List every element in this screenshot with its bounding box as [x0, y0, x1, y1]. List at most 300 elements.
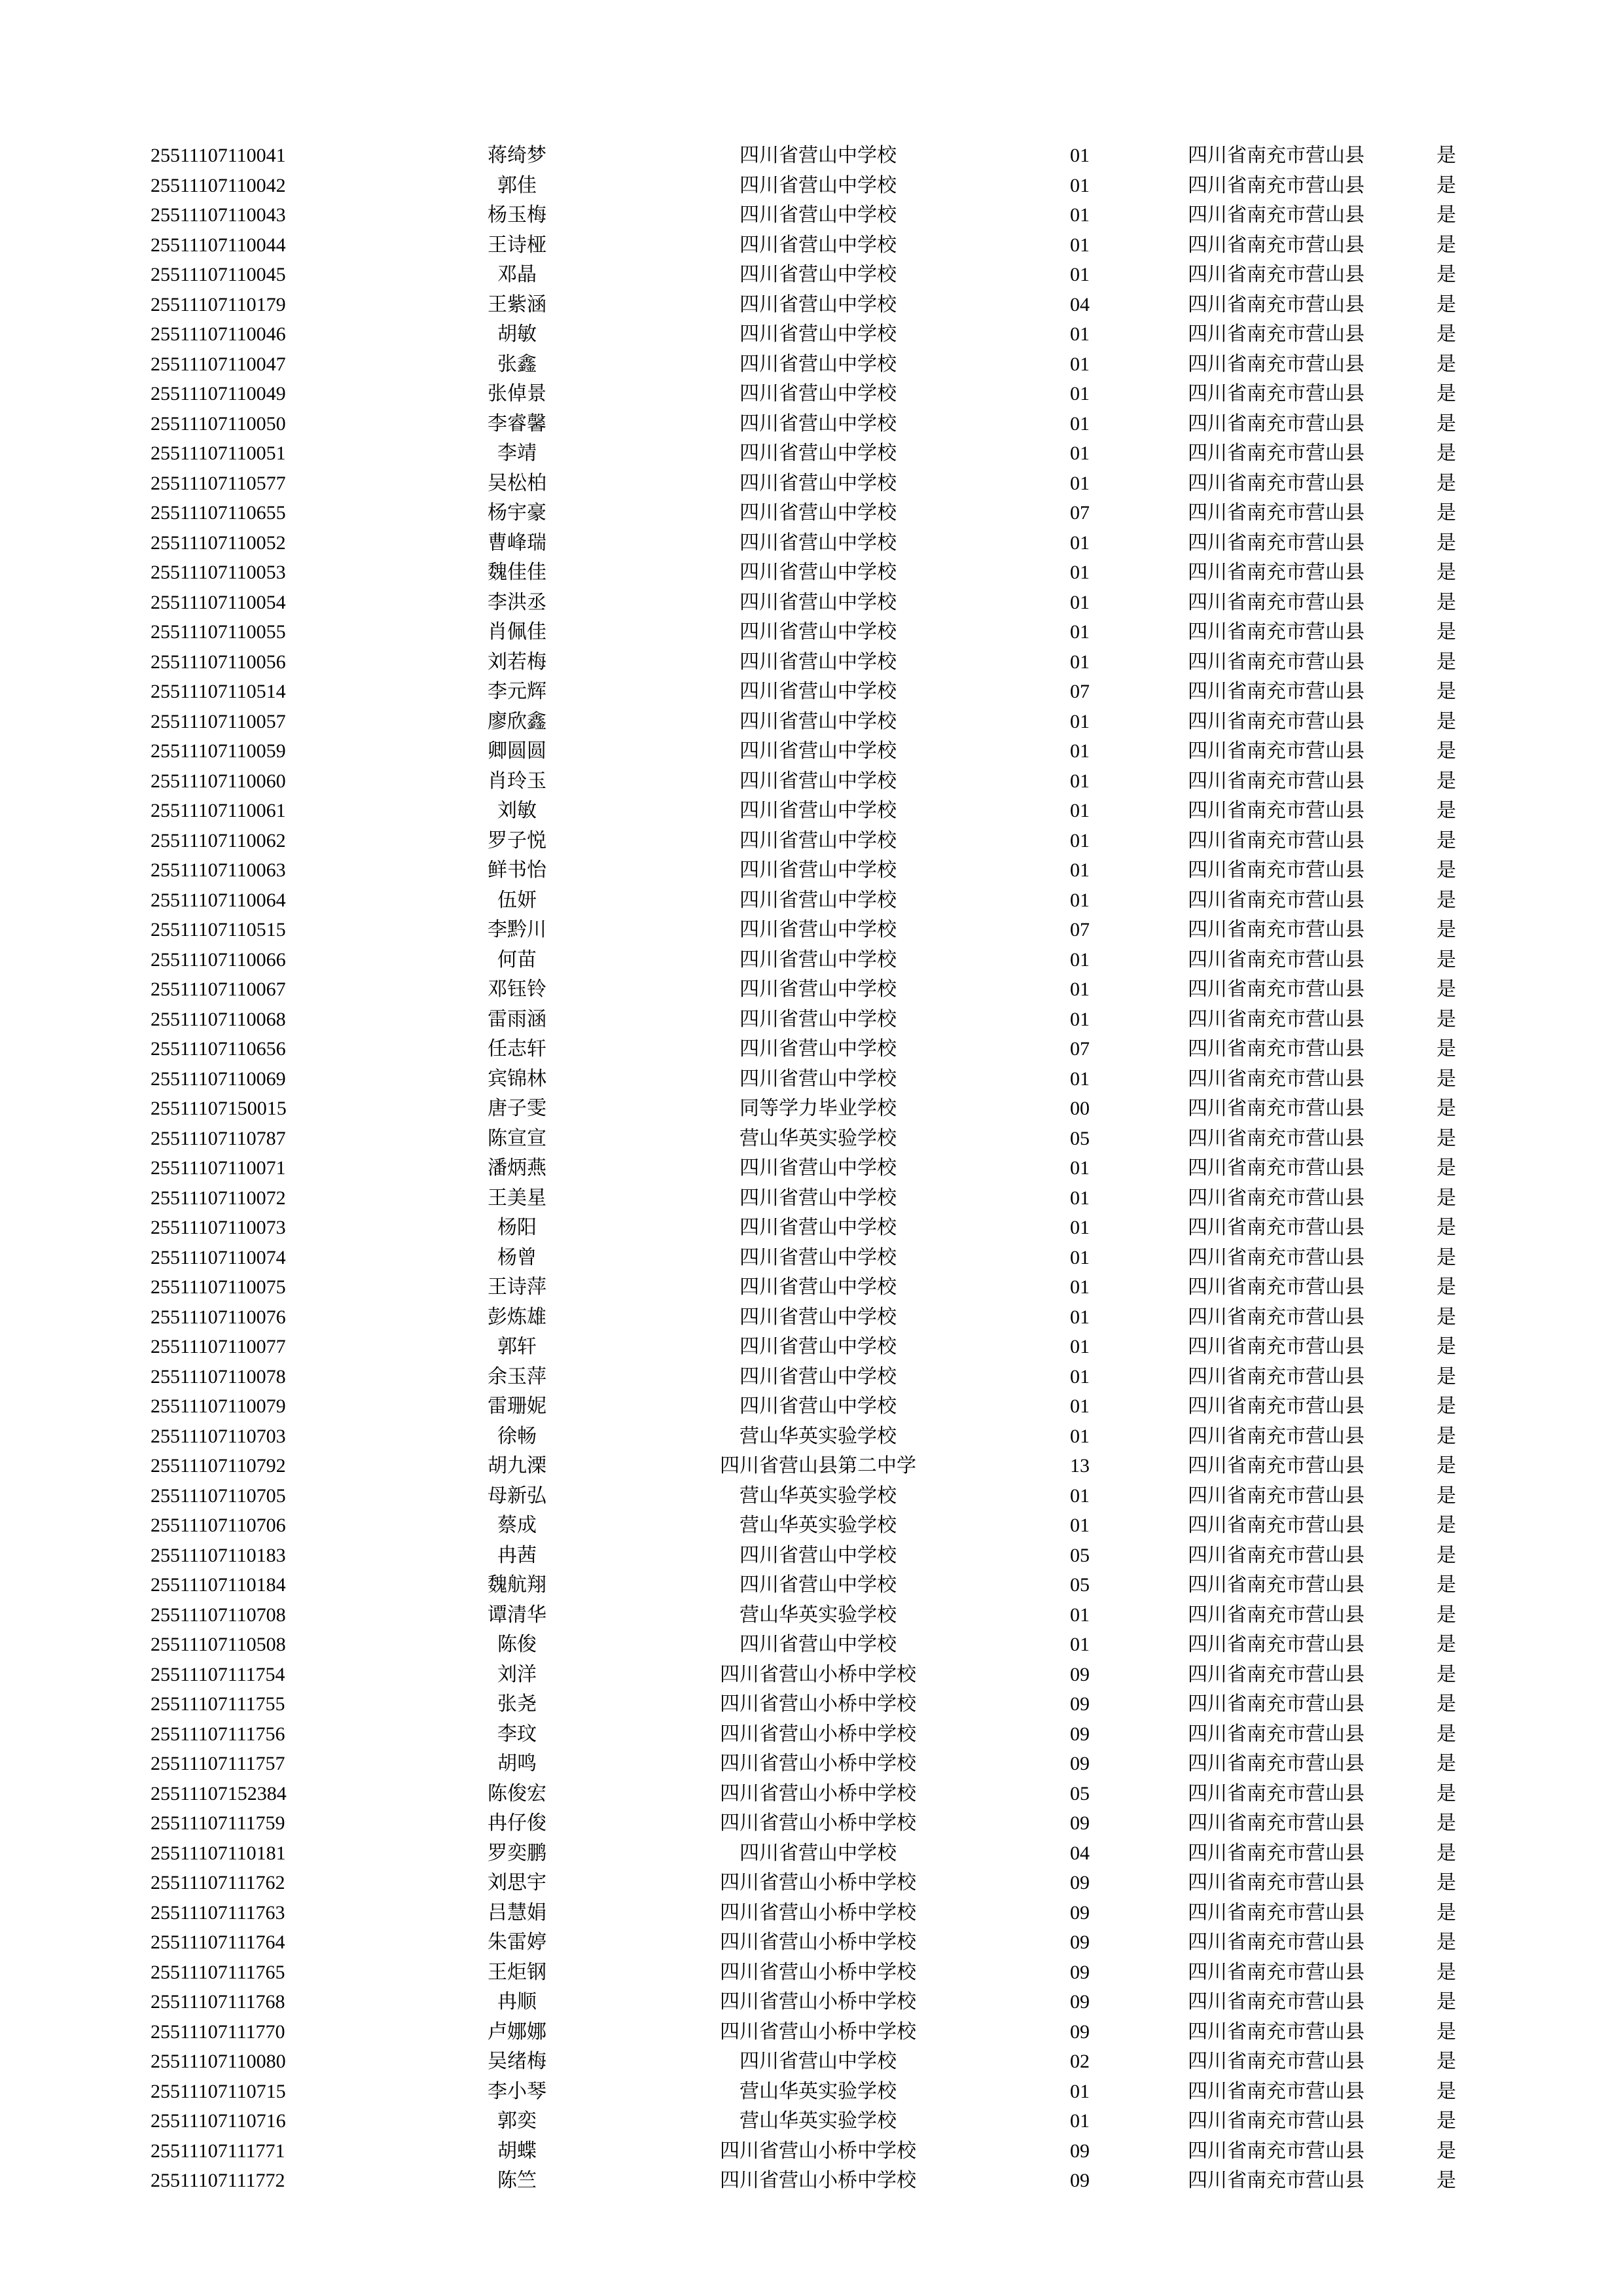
cell-school: 营山华英实验学校 [740, 1604, 897, 1626]
cell-school: 四川省营山中学校 [740, 1842, 897, 1864]
cell-flag: 是 [1436, 1484, 1456, 1507]
cell-school: 四川省营山中学校 [740, 591, 897, 613]
table-row [151, 498, 1486, 528]
cell-school: 四川省营山中学校 [740, 234, 897, 256]
cell-school: 四川省营山中学校 [740, 442, 897, 464]
table-row [151, 1689, 1486, 1719]
table-row [151, 2077, 1486, 2107]
cell-region: 四川省南充市营山县 [1188, 383, 1364, 404]
table-row [151, 1124, 1486, 1154]
cell-region: 四川省南充市营山县 [1188, 1931, 1364, 1953]
cell-school: 四川省营山县第二中学 [720, 1455, 916, 1477]
cell-id: 25511107110179 [151, 293, 286, 315]
table-row [151, 409, 1486, 439]
cell-id: 25511107110050 [151, 412, 286, 435]
cell-code: 01 [1070, 264, 1090, 285]
cell-region: 四川省南充市营山县 [1188, 1067, 1364, 1090]
cell-name: 朱雷婷 [488, 1931, 546, 1953]
cell-name: 余玉萍 [488, 1365, 546, 1388]
cell-name: 蒋绮梦 [488, 145, 546, 166]
cell-name: 王诗萍 [488, 1276, 546, 1298]
cell-id: 25511107110077 [151, 1336, 286, 1357]
cell-school: 四川省营山小桥中学校 [720, 1753, 916, 1774]
cell-id: 25511107110716 [151, 2110, 286, 2132]
cell-region: 四川省南充市营山县 [1188, 889, 1364, 911]
cell-code: 07 [1070, 681, 1090, 702]
cell-id: 25511107110054 [151, 591, 286, 613]
cell-id: 25511107110068 [151, 1008, 286, 1030]
cell-code: 01 [1070, 2110, 1090, 2132]
cell-region: 四川省南充市营山县 [1188, 412, 1364, 435]
cell-flag: 是 [1436, 1187, 1456, 1209]
cell-code: 04 [1070, 1842, 1090, 1864]
cell-code: 01 [1070, 174, 1090, 196]
cell-name: 卿圆圆 [488, 740, 546, 762]
cell-flag: 是 [1436, 1515, 1456, 1536]
table-row [151, 350, 1486, 380]
cell-region: 四川省南充市营山县 [1188, 293, 1364, 315]
cell-flag: 是 [1436, 1127, 1456, 1149]
table-row [151, 975, 1486, 1005]
cell-code: 09 [1070, 1872, 1090, 1893]
cell-region: 四川省南充市营山县 [1188, 264, 1364, 285]
cell-school: 四川省营山中学校 [740, 829, 897, 852]
cell-school: 四川省营山中学校 [740, 2051, 897, 2072]
table-row [151, 766, 1486, 797]
cell-code: 09 [1070, 1723, 1090, 1745]
cell-name: 胡蝶 [497, 2140, 537, 2162]
cell-code: 01 [1070, 353, 1090, 375]
cell-name: 王炬钢 [488, 1961, 546, 1983]
cell-name: 彭炼雄 [488, 1306, 546, 1328]
cell-name: 刘敏 [497, 800, 537, 821]
cell-region: 四川省南充市营山县 [1188, 2051, 1364, 2072]
cell-region: 四川省南充市营山县 [1188, 2110, 1364, 2132]
cell-id: 25511107111757 [151, 1753, 285, 1774]
cell-id: 25511107111759 [151, 1812, 285, 1834]
cell-flag: 是 [1436, 1038, 1456, 1060]
cell-region: 四川省南充市营山县 [1188, 1574, 1364, 1596]
cell-id: 25511107110703 [151, 1425, 286, 1447]
cell-name: 陈宣宣 [488, 1127, 546, 1149]
cell-region: 四川省南充市营山县 [1188, 740, 1364, 762]
cell-code: 01 [1070, 740, 1090, 762]
table-row [151, 1630, 1486, 1660]
cell-school: 四川省营山小桥中学校 [720, 2020, 916, 2043]
table-row [151, 260, 1486, 290]
cell-code: 01 [1070, 1187, 1090, 1209]
table-row [151, 1183, 1486, 1213]
cell-flag: 是 [1436, 919, 1456, 941]
table-row [151, 677, 1486, 707]
cell-region: 四川省南充市营山县 [1188, 1961, 1364, 1983]
table-row [151, 1302, 1486, 1333]
cell-name: 邓钰铃 [488, 978, 546, 1000]
cell-school: 四川省营山中学校 [740, 264, 897, 285]
roster-body [151, 141, 1486, 2196]
cell-id: 25511107110080 [151, 2051, 286, 2072]
table-row [151, 1719, 1486, 1749]
cell-region: 四川省南充市营山县 [1188, 1425, 1364, 1447]
cell-name: 唐子雯 [488, 1098, 546, 1119]
cell-code: 00 [1070, 1098, 1090, 1119]
cell-name: 肖佩佳 [488, 621, 546, 643]
cell-school: 四川省营山中学校 [740, 412, 897, 435]
cell-school: 四川省营山中学校 [740, 531, 897, 554]
cell-region: 四川省南充市营山县 [1188, 1782, 1364, 1804]
cell-id: 25511107110708 [151, 1604, 286, 1626]
table-row [151, 647, 1486, 677]
cell-code: 01 [1070, 621, 1090, 643]
cell-name: 鲜书怡 [488, 859, 546, 881]
cell-school: 四川省营山中学校 [740, 1276, 897, 1298]
cell-id: 25511107110041 [151, 145, 286, 166]
cell-region: 四川省南充市营山县 [1188, 948, 1364, 971]
table-row [151, 1749, 1486, 1779]
cell-flag: 是 [1436, 2080, 1456, 2102]
cell-region: 四川省南充市营山县 [1188, 1872, 1364, 1893]
cell-code: 01 [1070, 889, 1090, 911]
cell-id: 25511107110787 [151, 1127, 286, 1149]
cell-school: 营山华英实验学校 [740, 1484, 897, 1507]
cell-id: 25511107110181 [151, 1842, 286, 1864]
cell-code: 01 [1070, 145, 1090, 166]
cell-id: 25511107110061 [151, 800, 286, 821]
cell-name: 郭奕 [497, 2110, 537, 2132]
table-row [151, 2047, 1486, 2077]
cell-school: 营山华英实验学校 [740, 1127, 897, 1149]
cell-region: 四川省南充市营山县 [1188, 2080, 1364, 2102]
candidate-roster-table [151, 141, 1486, 2196]
cell-id: 25511107110656 [151, 1038, 286, 1060]
cell-name: 胡敏 [497, 323, 537, 345]
cell-name: 陈俊宏 [488, 1782, 546, 1804]
cell-flag: 是 [1436, 1544, 1456, 1566]
cell-school: 四川省营山小桥中学校 [720, 1693, 916, 1715]
cell-school: 四川省营山中学校 [740, 383, 897, 404]
cell-region: 四川省南充市营山县 [1188, 1812, 1364, 1834]
cell-school: 四川省营山中学校 [740, 978, 897, 1000]
cell-school: 四川省营山中学校 [740, 621, 897, 643]
cell-name: 李玟 [497, 1723, 537, 1745]
cell-name: 郭轩 [497, 1336, 537, 1357]
table-row [151, 1332, 1486, 1362]
cell-school: 四川省营山中学校 [740, 919, 897, 941]
cell-flag: 是 [1436, 978, 1456, 1000]
table-row [151, 528, 1486, 558]
table-row [151, 1808, 1486, 1839]
cell-id: 25511107110059 [151, 740, 286, 762]
cell-flag: 是 [1436, 1693, 1456, 1715]
cell-school: 四川省营山中学校 [740, 770, 897, 792]
cell-flag: 是 [1436, 889, 1456, 911]
table-row [151, 1064, 1486, 1094]
cell-school: 营山华英实验学校 [740, 1425, 897, 1447]
cell-id: 25511107110051 [151, 442, 286, 464]
cell-region: 四川省南充市营山县 [1188, 1008, 1364, 1030]
cell-flag: 是 [1436, 1723, 1456, 1745]
cell-school: 四川省营山中学校 [740, 1008, 897, 1030]
cell-name: 张尧 [497, 1693, 537, 1715]
cell-school: 四川省营山中学校 [740, 1634, 897, 1655]
cell-code: 01 [1070, 562, 1090, 583]
cell-code: 09 [1070, 1663, 1090, 1685]
table-row [151, 1362, 1486, 1392]
cell-code: 09 [1070, 1931, 1090, 1953]
cell-school: 四川省营山中学校 [740, 800, 897, 821]
cell-id: 25511107110577 [151, 472, 286, 494]
cell-school: 四川省营山中学校 [740, 562, 897, 583]
cell-region: 四川省南充市营山县 [1188, 1484, 1364, 1507]
cell-id: 25511107110655 [151, 502, 286, 524]
cell-flag: 是 [1436, 2110, 1456, 2132]
cell-flag: 是 [1436, 1365, 1456, 1388]
cell-id: 25511107110049 [151, 383, 286, 404]
cell-id: 25511107110183 [151, 1544, 286, 1566]
cell-region: 四川省南充市营山县 [1188, 591, 1364, 613]
cell-code: 09 [1070, 1991, 1090, 2013]
table-row [151, 558, 1486, 588]
cell-name: 卢娜娜 [488, 2020, 546, 2043]
cell-school: 四川省营山小桥中学校 [720, 1663, 916, 1685]
table-row [151, 230, 1486, 260]
table-row [151, 855, 1486, 886]
cell-code: 09 [1070, 2140, 1090, 2162]
cell-school: 四川省营山中学校 [740, 1217, 897, 1238]
cell-id: 25511107110792 [151, 1455, 286, 1477]
cell-id: 25511107111772 [151, 2170, 285, 2191]
cell-id: 25511107111763 [151, 1901, 285, 1924]
cell-flag: 是 [1436, 681, 1456, 702]
table-row [151, 319, 1486, 350]
cell-id: 25511107110069 [151, 1067, 286, 1090]
cell-code: 01 [1070, 412, 1090, 435]
cell-code: 01 [1070, 323, 1090, 345]
cell-flag: 是 [1436, 2170, 1456, 2191]
cell-name: 曹峰瑞 [488, 531, 546, 554]
cell-name: 李睿馨 [488, 412, 546, 435]
cell-code: 09 [1070, 1901, 1090, 1924]
cell-code: 01 [1070, 1276, 1090, 1298]
cell-flag: 是 [1436, 740, 1456, 762]
cell-flag: 是 [1436, 234, 1456, 256]
cell-flag: 是 [1436, 1663, 1456, 1685]
cell-name: 肖玲玉 [488, 770, 546, 792]
cell-flag: 是 [1436, 829, 1456, 852]
cell-school: 四川省营山中学校 [740, 1336, 897, 1357]
cell-name: 雷雨涵 [488, 1008, 546, 1030]
table-row [151, 1272, 1486, 1302]
cell-name: 胡九溧 [488, 1455, 546, 1477]
cell-name: 王紫涵 [488, 293, 546, 315]
table-row [151, 2166, 1486, 2196]
table-row [151, 886, 1486, 916]
cell-code: 01 [1070, 472, 1090, 494]
table-row [151, 1094, 1486, 1124]
cell-flag: 是 [1436, 948, 1456, 971]
cell-id: 25511107111770 [151, 2020, 285, 2043]
table-row [151, 200, 1486, 230]
cell-code: 01 [1070, 1306, 1090, 1328]
cell-school: 营山华英实验学校 [740, 2110, 897, 2132]
table-row [151, 1928, 1486, 1958]
cell-school: 四川省营山中学校 [740, 948, 897, 971]
table-row [151, 1481, 1486, 1511]
cell-id: 25511107110075 [151, 1276, 286, 1298]
table-row [151, 1958, 1486, 1988]
cell-flag: 是 [1436, 1753, 1456, 1774]
cell-name: 宾锦林 [488, 1067, 546, 1090]
cell-id: 25511107111755 [151, 1693, 285, 1715]
cell-flag: 是 [1436, 859, 1456, 881]
cell-region: 四川省南充市营山县 [1188, 1455, 1364, 1477]
cell-region: 四川省南充市营山县 [1188, 800, 1364, 821]
cell-flag: 是 [1436, 1872, 1456, 1893]
cell-region: 四川省南充市营山县 [1188, 978, 1364, 1000]
cell-name: 任志轩 [488, 1038, 546, 1060]
table-row [151, 2017, 1486, 2047]
cell-code: 01 [1070, 1246, 1090, 1268]
cell-school: 四川省营山中学校 [740, 710, 897, 732]
cell-id: 25511107110063 [151, 859, 286, 881]
cell-id: 25511107110715 [151, 2080, 286, 2102]
cell-code: 01 [1070, 234, 1090, 256]
cell-flag: 是 [1436, 442, 1456, 464]
cell-code: 01 [1070, 1484, 1090, 1507]
cell-code: 01 [1070, 1365, 1090, 1388]
cell-name: 张鑫 [497, 353, 537, 375]
table-row [151, 1660, 1486, 1690]
cell-id: 25511107111764 [151, 1931, 285, 1953]
cell-flag: 是 [1436, 1217, 1456, 1238]
cell-code: 01 [1070, 710, 1090, 732]
cell-school: 四川省营山中学校 [740, 145, 897, 166]
cell-id: 25511107110072 [151, 1187, 286, 1209]
cell-code: 01 [1070, 1515, 1090, 1536]
table-row [151, 1779, 1486, 1809]
cell-region: 四川省南充市营山县 [1188, 234, 1364, 256]
cell-flag: 是 [1436, 204, 1456, 226]
cell-flag: 是 [1436, 174, 1456, 196]
cell-name: 吕慧娟 [488, 1901, 546, 1924]
cell-name: 杨阳 [497, 1217, 537, 1238]
cell-region: 四川省南充市营山县 [1188, 1306, 1364, 1328]
cell-region: 四川省南充市营山县 [1188, 1365, 1364, 1388]
cell-code: 09 [1070, 1753, 1090, 1774]
cell-flag: 是 [1436, 770, 1456, 792]
cell-flag: 是 [1436, 1276, 1456, 1298]
cell-region: 四川省南充市营山县 [1188, 1634, 1364, 1655]
cell-flag: 是 [1436, 1604, 1456, 1626]
table-row [151, 379, 1486, 409]
cell-flag: 是 [1436, 1931, 1456, 1953]
cell-name: 杨玉梅 [488, 204, 546, 226]
cell-name: 李靖 [497, 442, 537, 464]
cell-id: 25511107110184 [151, 1574, 286, 1596]
cell-name: 冉顺 [497, 1991, 537, 2013]
cell-id: 25511107110514 [151, 681, 286, 702]
cell-code: 01 [1070, 2080, 1090, 2102]
cell-flag: 是 [1436, 353, 1456, 375]
cell-code: 09 [1070, 1693, 1090, 1715]
cell-flag: 是 [1436, 145, 1456, 166]
cell-school: 四川省营山中学校 [740, 1395, 897, 1417]
table-row [151, 945, 1486, 975]
cell-code: 01 [1070, 1425, 1090, 1447]
cell-name: 胡鸣 [497, 1753, 537, 1774]
cell-code: 09 [1070, 1961, 1090, 1983]
cell-region: 四川省南充市营山县 [1188, 681, 1364, 702]
cell-name: 李小琴 [488, 2080, 546, 2102]
table-row [151, 1243, 1486, 1273]
cell-region: 四川省南充市营山县 [1188, 1663, 1364, 1685]
table-row [151, 1153, 1486, 1183]
cell-school: 四川省营山中学校 [740, 651, 897, 673]
cell-region: 四川省南充市营山县 [1188, 1187, 1364, 1209]
cell-region: 四川省南充市营山县 [1188, 323, 1364, 345]
cell-code: 01 [1070, 1008, 1090, 1030]
table-row [151, 1839, 1486, 1869]
cell-id: 25511107111756 [151, 1723, 285, 1745]
cell-id: 25511107110062 [151, 829, 286, 852]
cell-region: 四川省南充市营山县 [1188, 829, 1364, 852]
cell-school: 四川省营山中学校 [740, 740, 897, 762]
cell-region: 四川省南充市营山县 [1188, 1276, 1364, 1298]
cell-name: 郭佳 [497, 174, 537, 196]
table-row [151, 915, 1486, 945]
cell-region: 四川省南充市营山县 [1188, 174, 1364, 196]
cell-region: 四川省南充市营山县 [1188, 1544, 1364, 1566]
cell-region: 四川省南充市营山县 [1188, 1991, 1364, 2013]
cell-code: 01 [1070, 1395, 1090, 1417]
cell-school: 四川省营山小桥中学校 [720, 1931, 916, 1953]
cell-id: 25511107110071 [151, 1157, 286, 1179]
cell-region: 四川省南充市营山县 [1188, 1901, 1364, 1924]
cell-id: 25511107110508 [151, 1634, 286, 1655]
cell-school: 四川省营山中学校 [740, 859, 897, 881]
cell-flag: 是 [1436, 1336, 1456, 1357]
cell-id: 25511107111768 [151, 1991, 285, 2013]
cell-flag: 是 [1436, 1157, 1456, 1179]
cell-school: 四川省营山小桥中学校 [720, 1991, 916, 2013]
cell-region: 四川省南充市营山县 [1188, 1693, 1364, 1715]
cell-region: 四川省南充市营山县 [1188, 1723, 1364, 1745]
cell-name: 刘若梅 [488, 651, 546, 673]
cell-id: 25511107110046 [151, 323, 286, 345]
cell-code: 01 [1070, 1157, 1090, 1179]
cell-region: 四川省南充市营山县 [1188, 531, 1364, 554]
table-row [151, 469, 1486, 499]
cell-code: 04 [1070, 293, 1090, 315]
cell-flag: 是 [1436, 1306, 1456, 1328]
cell-flag: 是 [1436, 1901, 1456, 1924]
table-row [151, 1868, 1486, 1898]
cell-id: 25511107110078 [151, 1365, 286, 1388]
table-row [151, 1600, 1486, 1630]
cell-id: 25511107110073 [151, 1217, 286, 1238]
cell-name: 邓晶 [497, 264, 537, 285]
cell-code: 01 [1070, 800, 1090, 821]
cell-school: 营山华英实验学校 [740, 2080, 897, 2102]
cell-id: 25511107110076 [151, 1306, 286, 1328]
cell-name: 伍妍 [497, 889, 537, 911]
cell-code: 01 [1070, 651, 1090, 673]
cell-code: 01 [1070, 978, 1090, 1000]
cell-region: 四川省南充市营山县 [1188, 472, 1364, 494]
cell-school: 四川省营山中学校 [740, 1067, 897, 1090]
cell-id: 25511107110042 [151, 174, 286, 196]
cell-region: 四川省南充市营山县 [1188, 859, 1364, 881]
